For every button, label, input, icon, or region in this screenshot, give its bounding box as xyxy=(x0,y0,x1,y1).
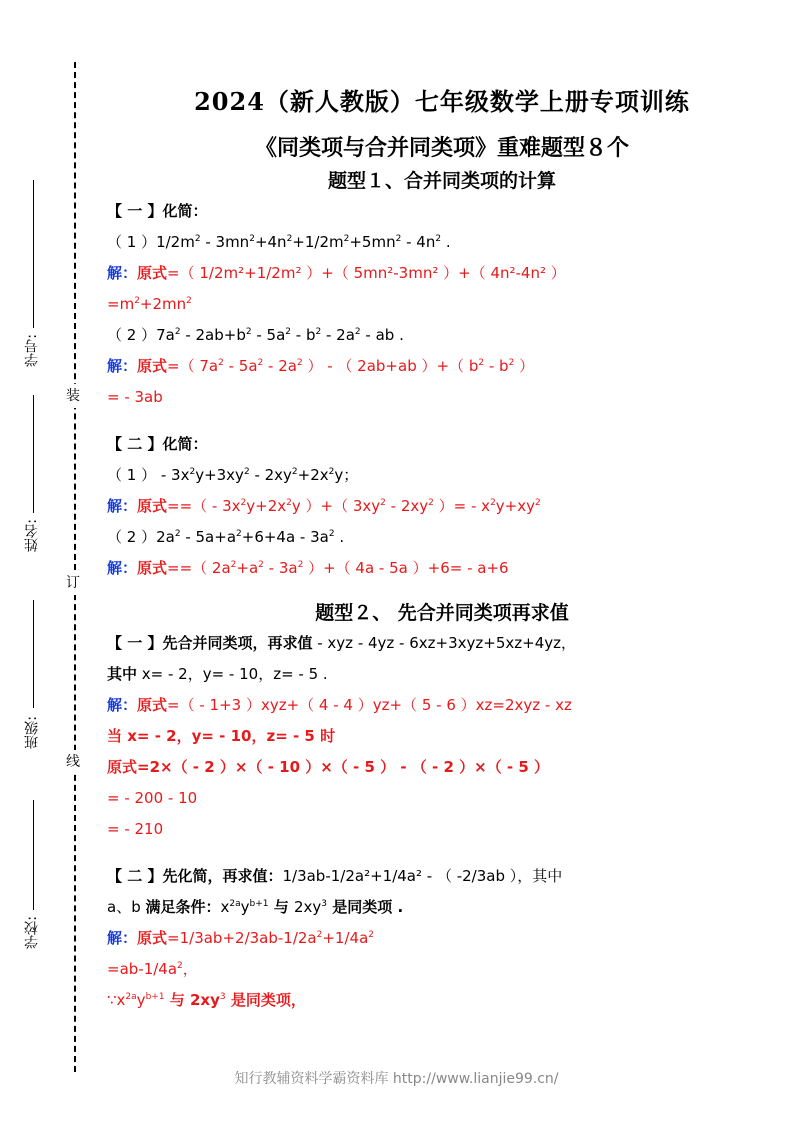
field-line xyxy=(33,600,34,708)
question-2-2: （ 2 ）$2a^2 - 5a+a^2+6+4a - 3a^2$ . xyxy=(107,528,345,546)
answer-4-step1: 解：原式$=1/3ab+2/3ab-1/2a^2+1/4a^2$ xyxy=(107,929,374,947)
answer-4-step2: $=ab-1/4a^2$， xyxy=(107,960,198,978)
part2-heading: 【 二 】化简： xyxy=(107,435,208,453)
field-line xyxy=(33,180,34,328)
question-3: 【 一 】先合并同类项，再求值 - xyz - 4yz - 6xz+3xyz+5xz+4yz， xyxy=(107,634,576,652)
answer-2-1: 解：原式==（ - $3x^2y+2x^2y$ ）+（ $3xy^2 - 2xy^2$ ）= - $x^2y+xy^2$ xyxy=(107,497,541,515)
question-2-1: （ 1 ） - $3x^2y+3xy^2 - 2xy^2+2x^2y$； xyxy=(107,466,359,484)
part1-heading: 【 一 】化简： xyxy=(107,202,208,220)
answer-3-step4: = - 200 - 10 xyxy=(107,789,198,807)
worksheet-content xyxy=(107,84,777,1016)
section-title-type2: 题型２、 先合并同类项再求值 xyxy=(315,602,569,624)
field-label: 学号: xyxy=(24,334,40,367)
answer-3-step2: 当 x= - 2，y= - 10，z= - 5 时 xyxy=(107,727,336,745)
field-label: 学校: xyxy=(24,916,40,949)
page-footer: 知行教辅资料学霸资料库 http://www.lianjie99.cn/ xyxy=(234,1071,559,1087)
answer-1-2-result: = - 3ab xyxy=(107,388,163,406)
binding-char-xian: 线 xyxy=(66,750,80,774)
binding-char-zhuang: 装 xyxy=(66,384,80,408)
answer-2-2: 解：原式==（ $2a^2+a^2 - 3a^2$ ）+（ 4a - 5a ）+6= - a+6 xyxy=(107,559,509,577)
page-title: 2024（新人教版）七年级数学上册专项训练 xyxy=(194,87,690,116)
field-line xyxy=(33,800,34,910)
answer-3-step1: 解：原式=（ - 1+3 ）xyz+（ 4 - 4 ）yz+（ 5 - 6 ）xz=2xyz - xz xyxy=(107,696,572,714)
answer-1-1: 解：原式=（ 1/2m²+1/2m² ）+（ 5mn²-3mn² ）+（ 4n²-4n² ） xyxy=(107,264,566,282)
question-3-values: 其中 x= - 2，y= - 10，z= - 5 . xyxy=(107,665,328,683)
field-label: 班级: xyxy=(24,716,40,749)
school-field xyxy=(22,800,42,980)
binding-char-ding: 订 xyxy=(66,571,80,595)
student-name-field xyxy=(22,395,42,595)
page-subtitle: 《同类项与合并同类项》重难题型８个 xyxy=(254,135,629,161)
class-field xyxy=(22,600,42,800)
field-label: 姓名: xyxy=(24,519,40,552)
answer-3-step3: 原式=2×（ - 2 ）×（ - 10 ）×（ - 5 ） - （ - 2 ）×（ - 5 ） xyxy=(107,758,550,776)
section-title-type1: 题型１、合并同类项的计算 xyxy=(327,170,556,192)
answer-3-step5: = - 210 xyxy=(107,820,164,838)
field-line xyxy=(33,395,34,513)
question-1-1: （ 1 ）$1/2m^2 - 3mn^2+4n^2+1/2m^2+5mn^2 - 4n^2$ . xyxy=(107,233,451,251)
answer-1-2: 解：原式=（ $7a^2 - 5a^2 - 2a^2$ ） - （ 2ab+ab ）+（ $b^2 - b^2$ ） xyxy=(107,357,535,375)
question-4-condition: a、b 满足条件：$x^{2a}y^{b+1}$ 与 $2xy^3$ 是同类项 . xyxy=(107,898,404,916)
question-1-2: （ 2 ）$7a^2 - 2ab+b^2 - 5a^2 - b^2 - 2a^2$ - ab . xyxy=(107,326,404,344)
question-4: 【 二 】先化简，再求值：1/3ab-1/2a²+1/4a² - （ -2/3ab ），其中 xyxy=(107,867,563,885)
answer-4-step3: $\because x^{2a}y^{b+1}$ 与 $2xy^3$ 是同类项， xyxy=(107,991,306,1009)
binding-dashed-line xyxy=(74,62,76,1072)
jie-label: 解： xyxy=(107,264,138,282)
student-number-field xyxy=(22,180,42,380)
answer-1-1-result: $=m^2+2mn^2$ xyxy=(107,295,192,313)
